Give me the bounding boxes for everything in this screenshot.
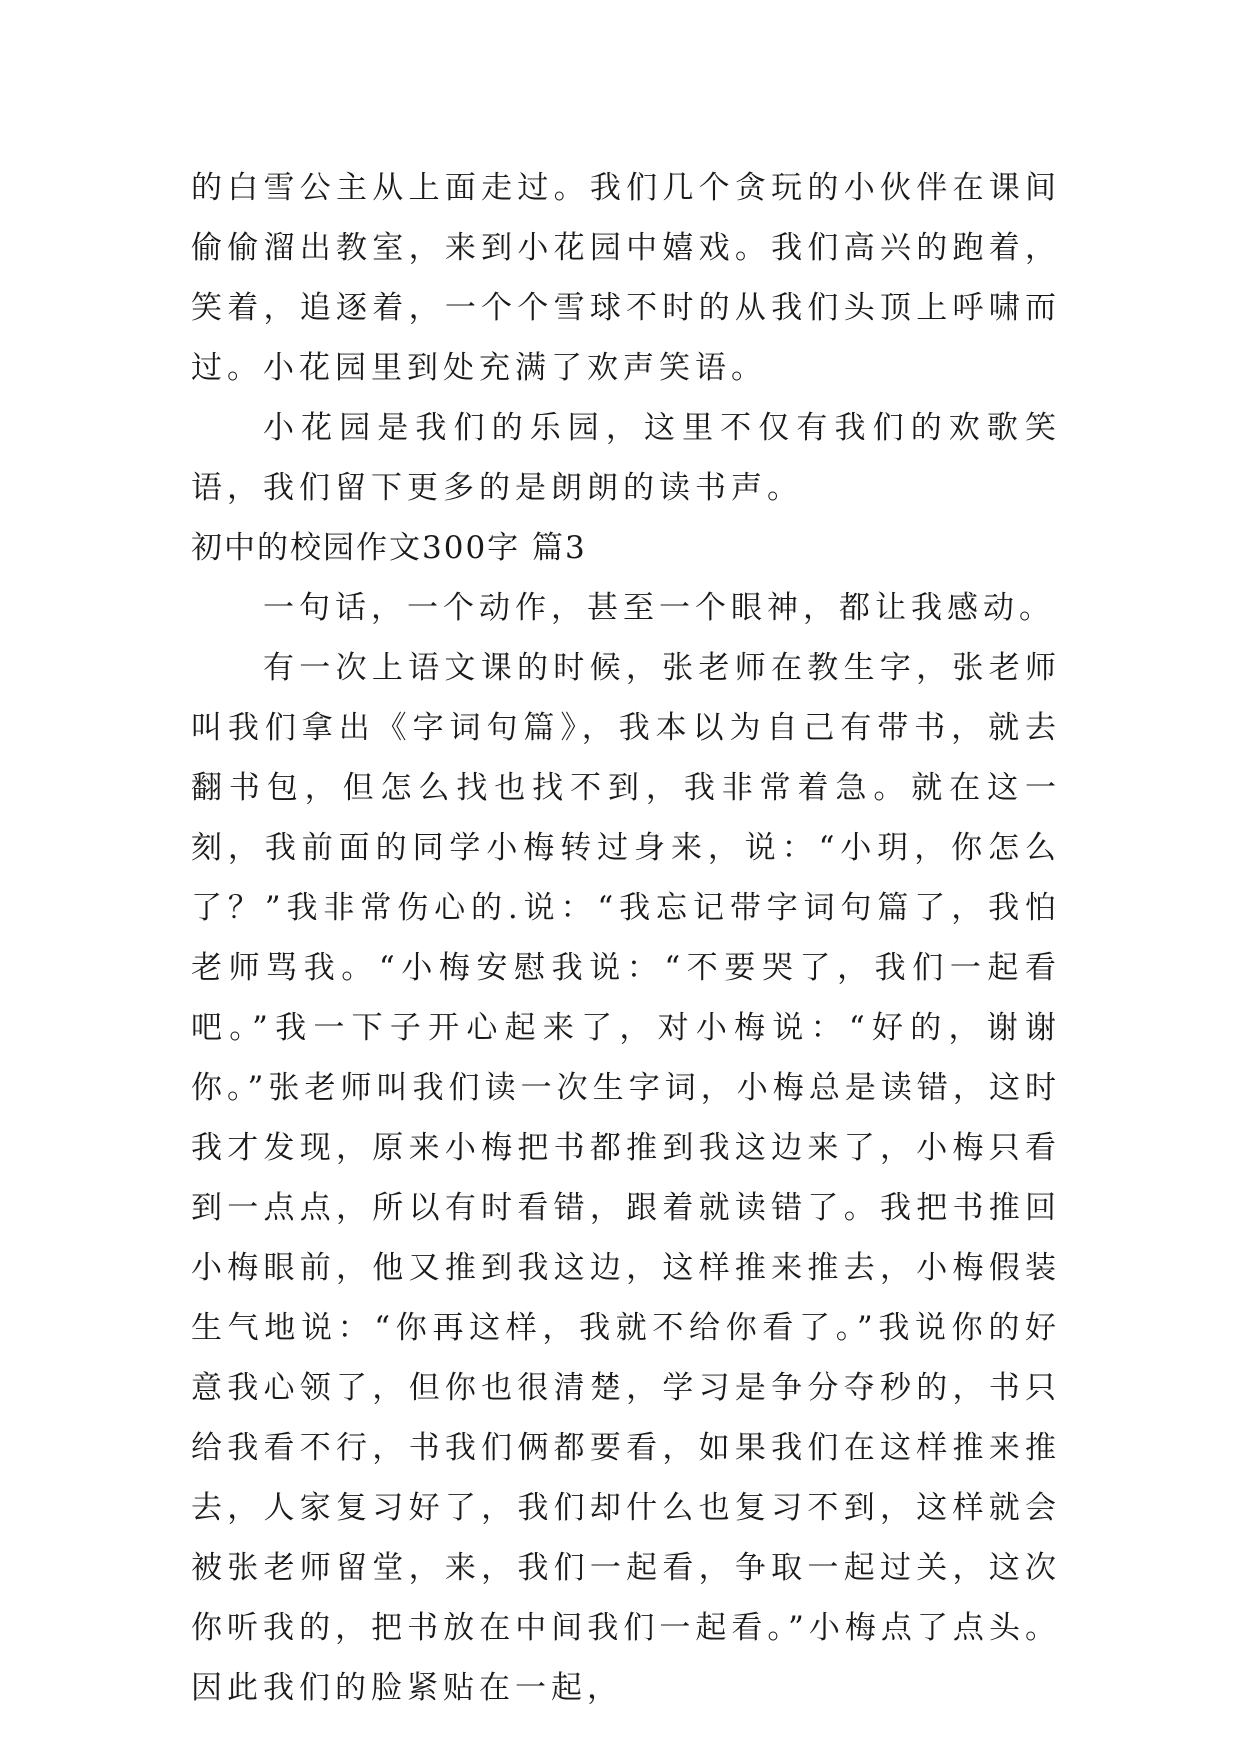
paragraph-garden: 小花园是我们的乐园，这里不仅有我们的欢歌笑语，我们留下更多的是朗朗的读书声。 [191,410,1061,506]
paragraph-continuation: 的白雪公主从上面走过。我们几个贪玩的小伙伴在课间偷偷溜出教室，来到小花园中嬉戏。我们高兴的跑着，笑着，追逐着，一个个雪球不时的从我们头顶上呼啸而过。小花园里到处充满了欢声笑语。 [191,170,1061,386]
paragraph-intro: 一句话，一个动作，甚至一个眼神，都让我感动。 [263,590,1055,626]
document-body [191,158,1061,1718]
paragraph-story: 有一次上语文课的时候，张老师在教生字，张老师叫我们拿出《字词句篇》，我本以为自己有带书，就去翻书包，但怎么找也找不到，我非常着急。就在这一刻，我前面的同学小梅转过身来，说：“小玥，你怎么了？”我非常伤心的.说：“我忘记带字词句篇了，我怕老师骂我。“小梅安慰我说：“不要哭了，我们一起看吧。”我一下子开心起来了，对小梅说：“好的，谢谢你。”张老师叫我们读一次生字词，小梅总是读错，这时我才发现，原来小梅把书都推到我这边来了，小梅只看到一点点，所以有时看错，跟着就读错了。我把书推回小梅眼前，他又推到我这边，这样推来推去，小梅假装生气地说：“你再这样，我就不给你看了。”我说你的好意我心领了，但你也很清楚，学习是争分夺秒的，书只给我看不行，书我们俩都要看，如果我们在这样推来推去，人家复习好了，我们却什么也复习不到，这样就会被张老师留堂，来，我们一起看，争取一起过关，这次你听我的，把书放在中间我们一起看。”小梅点了点头。因此我们的脸紧贴在一起， [191,650,1061,1706]
section-heading: 初中的校园作文300字 篇3 [191,530,587,566]
